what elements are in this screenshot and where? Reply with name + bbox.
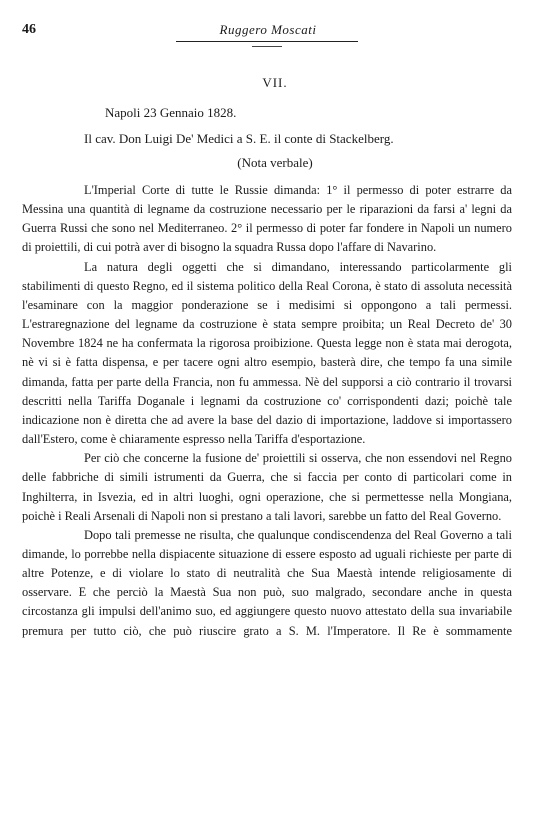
paragraph: La natura degli oggetti che si dimandano, interessando particolarmente gli stabilimenti di questo Regno, ed il sistema politico della Real Corona, è stato di assoluta necessità l'esaminare con la maggior ponderazione se i medisimi si oppongono a tali permessi. L'estraregnazione del legname da costruzione è stata sempre proibita; un Real Decreto de' 30 Novembre 1824 ne ha confermata la rigorosa proibizione. Questa legge non è stata mai derogota, nè vi si è fatta dispensa, e per tacere ogni altro esempio, basterà dire, che tempo fa una simile dimanda, fatta per parte della Francia, non fu ammessa. Nè del supporsi a ciò contrario il trovarsi descritti nella Tariffa Doganale i legnami da costruzione co' corrispondenti dazi; poichè tale indicazione non è diretta che ad avere la base del dazio di importazione, laddove si importassero dall'Estero, come è chiaramente espresso nella Tariffa d'esportazione. [22,259,512,447]
header-rule [176,41,358,42]
note-type: (Nota verbale) [237,155,313,170]
section-heading: VII. [262,75,288,90]
header-rule-ornament [252,46,282,47]
paragraph: L'Imperial Corte di tutte le Russie dimanda: 1° il permesso di poter estrarre da Messina una quantità di legname da costruzione necessario per le riparazioni da farsi a' legni da Guerra Russi che sono nel Mediterraneo. 2° il permesso di poter far fondere in Napoli un numero di proiettili, di cui potrà aver di bisogno la squadra Russa dopo l'affare di Navarino. [22,183,512,255]
body-text [22,181,512,641]
addressee-line: Il cav. Don Luigi De' Medici a S. E. il conte di Stackelberg. [84,131,394,146]
paragraph: Per ciò che concerne la fusione de' proiettili si osserva, che non essendovi nel Regno delle fabbriche di simili istrumenti da Guerra, che si faccia per conto di particolari come in Inghilterra, in Isvezia, ed in altri luoghi, ogni operazione, che si permettesse nella Mongiana, poichè i Reali Arsenali di Napoli non si prestano a tali lavori, sarebbe un fatto del Real Governo. [22,451,512,523]
running-head [22,22,514,42]
paragraph: Dopo tali premesse ne risulta, che qualunque condiscendenza del Real Governo a tali dimande, lo porrebbe nella dispiacente situazione di essere esposto ad uguali richieste per parte di altre Potenze, e di violare lo stato di neutralità che Sua Maestà intende religiosamente di osservare. E che perciò la Maestà Sua non può, suo malgrado, secondare anche in questa circostanza gli impulsi dell'animo suo, ed aggiungere questo nuovo attestato della sua invariabile premura per tutto ciò, che può riuscire grato a S. M. l'Imperatore. Il Re è sommamente [22,527,512,638]
place-date-line: Napoli 23 Gennaio 1828. [105,105,237,120]
running-title: Ruggero Moscati [219,22,317,37]
page-number: 46 [22,22,36,37]
